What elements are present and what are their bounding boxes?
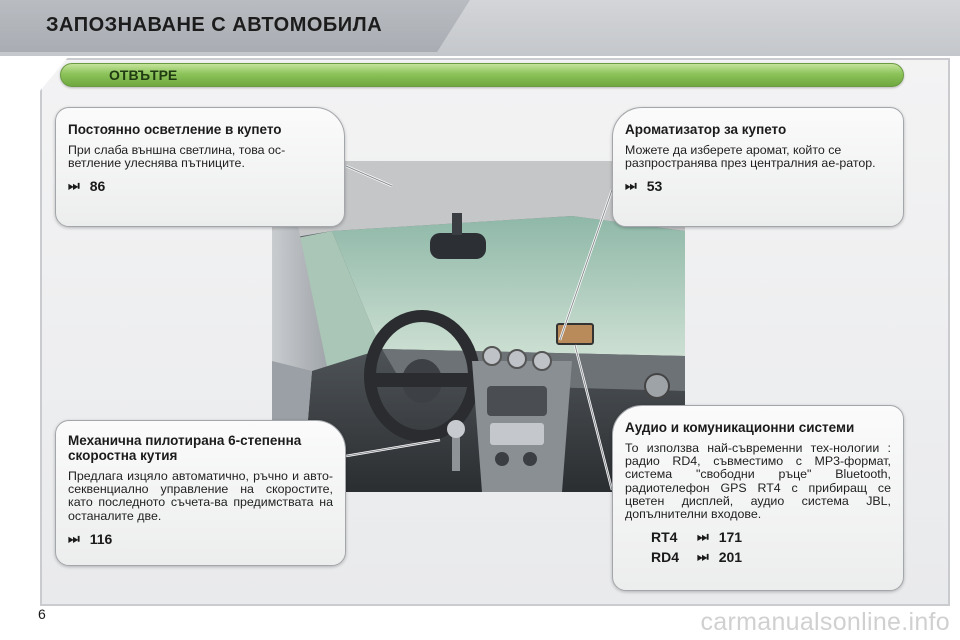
box-title: Постоянно осветление в купето <box>68 122 282 137</box>
page-reference-icon: ⏭ <box>697 529 709 545</box>
page-reference-icon: ⏭ <box>697 549 709 565</box>
box-body: При слаба външна светлина, това ос-ветление улеснява пътниците. <box>68 143 286 171</box>
box-title: Механична пилотирана 6-степенна скоростна кутия <box>68 433 302 463</box>
page-number: 6 <box>38 606 46 622</box>
page-number-ref: 53 <box>646 178 663 195</box>
page-reference-icon: ⏭ <box>68 178 80 194</box>
box-gearbox <box>55 420 346 566</box>
section-title: ОТВЪТРЕ <box>109 67 178 83</box>
page-reference-icon: ⏭ <box>68 530 80 546</box>
watermark: carmanualsonline.info <box>700 608 950 636</box>
page-number-ref: 171 <box>718 529 743 546</box>
audio-references <box>651 529 891 565</box>
page-number-ref: 201 <box>718 549 743 566</box>
box-body: Предлага изцяло автоматично, ръчно и авто-секвенциално управление на скоростите, като последното съчета-ва предимствата на останалите две. <box>68 469 333 523</box>
page-reference-rt4[interactable] <box>651 529 891 545</box>
box-body: То използва най-съвременни тех-нологии : радио RD4, съвместимо с MP3-формат, система "свободни ръце" Bluetooth, радиотелефон GPS RT4 с прибиращ се цветен дисплей, аудио система JBL, допълнителни входове. <box>625 441 891 522</box>
page-reference[interactable] <box>625 178 891 194</box>
model-label: RT4 <box>651 529 678 546</box>
box-title: Аудио и комуникационни системи <box>625 420 855 435</box>
box-body: Можете да изберете аромат, който се разпространява през централния ае-ратор. <box>625 143 876 171</box>
box-interior-lighting <box>55 107 345 227</box>
page-reference[interactable] <box>68 178 332 194</box>
page-title: ЗАПОЗНАВАНЕ С АВТОМОБИЛА <box>46 14 383 36</box>
box-audio-systems <box>612 405 904 591</box>
box-air-freshener <box>612 107 904 227</box>
page-reference-icon: ⏭ <box>625 178 637 194</box>
page-number-ref: 86 <box>89 178 106 195</box>
page-reference-rd4[interactable] <box>651 549 891 565</box>
model-label: RD4 <box>651 549 680 566</box>
section-bar <box>60 63 904 87</box>
page-reference[interactable] <box>68 531 333 547</box>
page-number-ref: 116 <box>89 530 113 547</box>
box-title: Ароматизатор за купето <box>625 122 787 137</box>
